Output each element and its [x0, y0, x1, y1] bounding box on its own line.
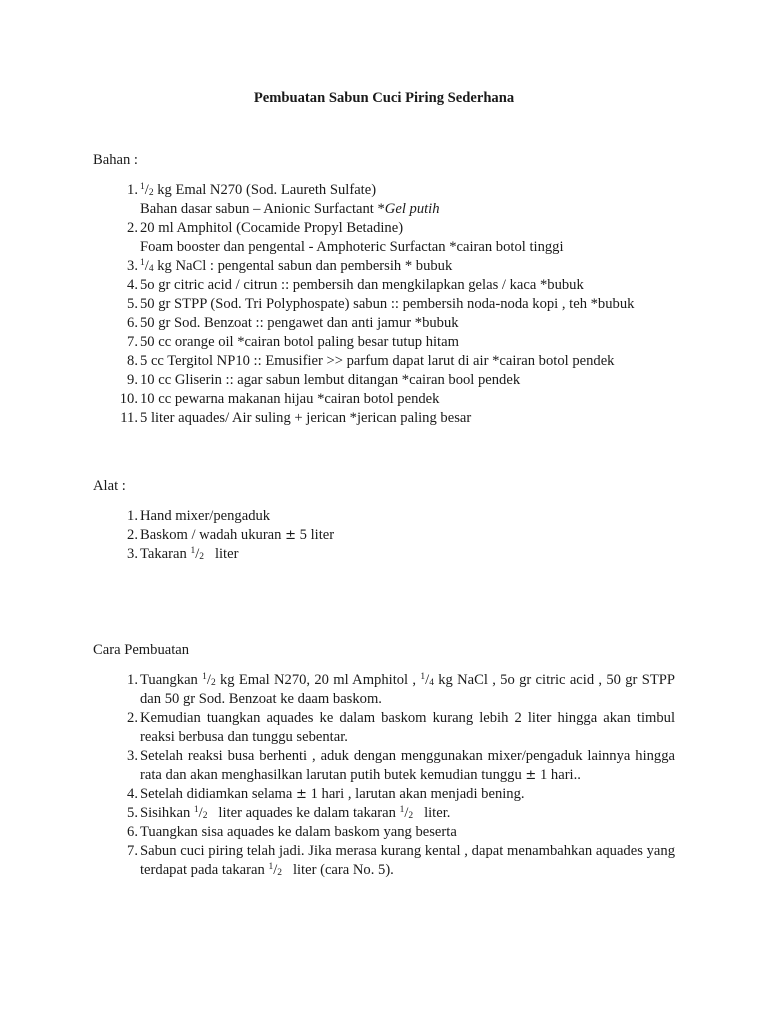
alat-heading: Alat :	[93, 478, 126, 494]
item-number: 7.	[127, 843, 138, 859]
item-text: Baskom / wadah ukuran ± 5 liter	[140, 527, 335, 543]
item-number: 6.	[127, 315, 138, 331]
item-text: 5 cc Tergitol NP10 :: Emusifier >> parfum dapat larut di air *cairan botol pendek	[140, 353, 615, 369]
item-number: 2.	[127, 220, 138, 236]
list-item	[110, 333, 675, 352]
list-item	[110, 314, 675, 333]
list-item	[110, 785, 675, 804]
item-text: 50 cc orange oil *cairan botol paling besar tutup hitam	[140, 334, 459, 350]
list-item	[110, 390, 675, 409]
item-text-line2: Bahan dasar sabun – Anionic Surfactant *Gel putih	[140, 201, 440, 217]
item-text: Tuangkan sisa aquades ke dalam baskom yang beserta	[140, 824, 457, 840]
item-text: $^1$/2 kg Emal N270 (Sod. Laureth Sulfate)	[140, 182, 377, 198]
list-item	[110, 747, 675, 785]
list-item	[110, 526, 675, 545]
item-number: 3.	[127, 258, 138, 274]
item-number: 2.	[127, 527, 138, 543]
cara-list	[110, 671, 675, 880]
list-item	[110, 352, 675, 371]
bahan-list	[110, 181, 675, 428]
bahan-heading: Bahan :	[93, 152, 138, 168]
item-text: Setelah didiamkan selama ± 1 hari , larutan akan menjadi bening.	[140, 786, 525, 802]
item-number: 4.	[127, 277, 138, 293]
item-number: 3.	[127, 546, 138, 562]
item-number: 10.	[119, 391, 138, 407]
item-number: 11.	[120, 410, 138, 426]
item-text: $^1$/4 kg NaCl : pengental sabun dan pembersih * bubuk	[140, 258, 453, 274]
list-item	[110, 545, 675, 564]
item-number: 6.	[127, 824, 138, 840]
item-text: 20 ml Amphitol (Cocamide Propyl Betadine)	[140, 220, 404, 236]
list-item	[110, 507, 675, 526]
item-number: 4.	[127, 786, 138, 802]
list-item	[110, 409, 675, 428]
item-text: 50 gr Sod. Benzoat :: pengawet dan anti jamur *bubuk	[140, 315, 459, 331]
item-text: Setelah reaksi busa berhenti , aduk dengan menggunakan mixer/pengaduk lainnya hingga rata dan akan menghasilkan larutan putih butek kemudian tunggu ± 1 hari..	[140, 748, 675, 783]
list-item	[110, 671, 675, 709]
item-text: 5o gr citric acid / citrun :: pembersih dan mengkilapkan gelas / kaca *bubuk	[140, 277, 584, 293]
alat-list	[110, 507, 675, 564]
item-text: 50 gr STPP (Sod. Tri Polyphospate) sabun :: pembersih noda-noda kopi , teh *bubuk	[140, 296, 635, 312]
list-item	[110, 842, 675, 880]
item-text: Sisihkan $^1$/2 liter aquades ke dalam takaran $^1$/2 liter.	[140, 805, 451, 821]
item-number: 1.	[127, 182, 138, 198]
item-text: 10 cc Gliserin :: agar sabun lembut ditangan *cairan bool pendek	[140, 372, 521, 388]
item-number: 1.	[127, 672, 138, 688]
list-item	[110, 181, 675, 219]
list-item	[110, 709, 675, 747]
item-text: Kemudian tuangkan aquades ke dalam baskom kurang lebih 2 liter hingga akan timbul reaksi berbusa dan tunggu sebentar.	[140, 710, 675, 745]
item-number: 5.	[127, 805, 138, 821]
item-number: 1.	[127, 508, 138, 524]
list-item	[110, 257, 675, 276]
item-text: Sabun cuci piring telah jadi. Jika merasa kurang kental , dapat menambahkan aquades yang terdapat pada takaran $^1$/2 liter (cara No. 5).	[140, 843, 675, 878]
item-text: 10 cc pewarna makanan hijau *cairan botol pendek	[140, 391, 440, 407]
list-item	[110, 823, 675, 842]
list-item	[110, 295, 675, 314]
plus-minus-symbol: ±	[525, 768, 537, 783]
cara-heading: Cara Pembuatan	[93, 642, 190, 658]
plus-minus-symbol: ±	[285, 528, 297, 543]
item-text: Tuangkan $^1$/2 kg Emal N270, 20 ml Amphitol , $^1$/4 kg NaCl , 5o gr citric acid , 50 gr STPP dan 50 gr Sod. Benzoat ke daam baskom.	[140, 672, 675, 707]
item-text-line2: Foam booster dan pengental - Amphoteric Surfactan *cairan botol tinggi	[140, 239, 564, 255]
list-item	[110, 804, 675, 823]
plus-minus-symbol: ±	[296, 787, 307, 802]
list-item	[110, 276, 675, 295]
item-number: 7.	[127, 334, 138, 350]
item-text: 5 liter aquades/ Air suling + jerican *jerican paling besar	[140, 410, 472, 426]
item-number: 3.	[127, 748, 138, 764]
item-number: 9.	[127, 372, 138, 388]
item-text: Takaran $^1$/2 liter	[140, 546, 239, 562]
item-number: 8.	[127, 353, 138, 369]
item-text: Hand mixer/pengaduk	[140, 508, 271, 524]
item-number: 2.	[127, 710, 138, 726]
list-item	[110, 219, 675, 257]
document-title: Pembuatan Sabun Cuci Piring Sederhana	[253, 90, 515, 106]
list-item	[110, 371, 675, 390]
item-number: 5.	[127, 296, 138, 312]
